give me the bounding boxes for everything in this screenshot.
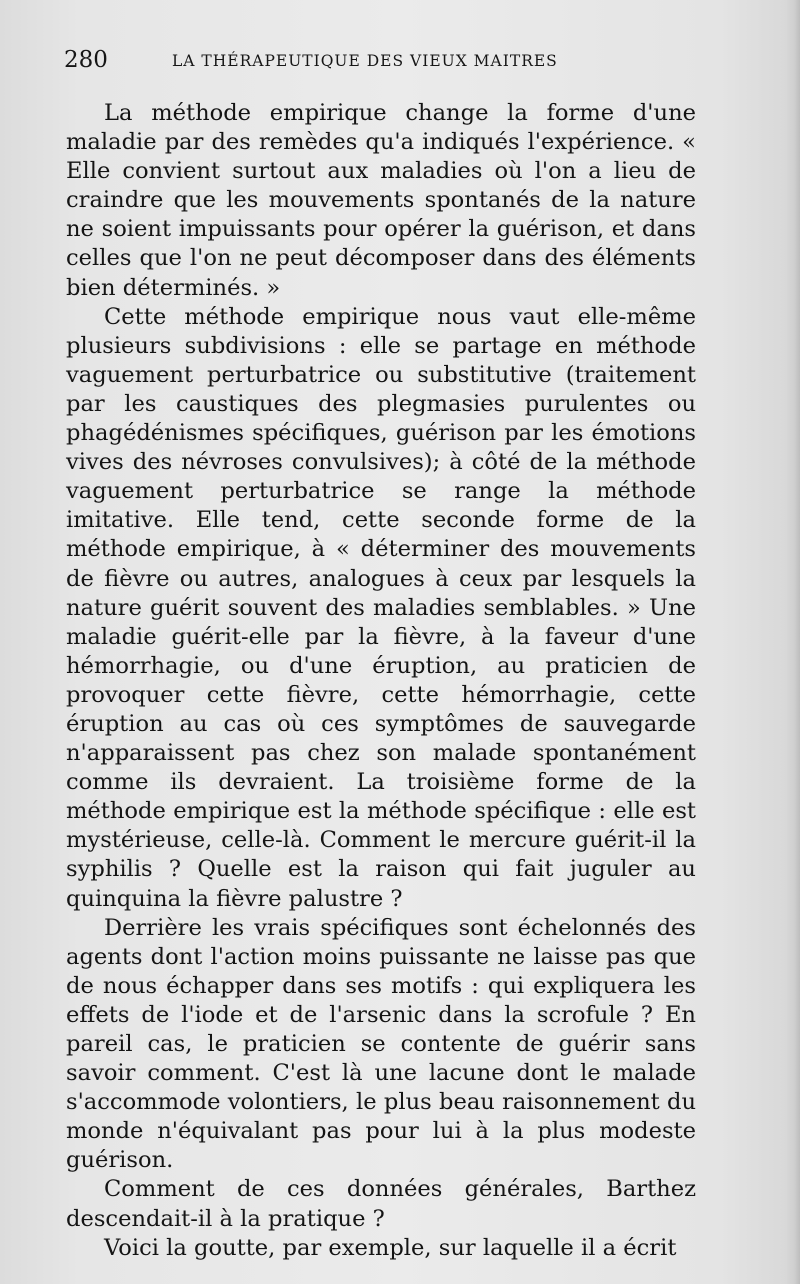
body-text bbox=[66, 99, 696, 1263]
paragraph: Comment de ces données générales, Barthez descendait-il à la pratique ? bbox=[66, 1176, 696, 1232]
running-title: LA THÉRAPEUTIQUE DES VIEUX MAITRES bbox=[172, 52, 558, 70]
page-header bbox=[64, 44, 704, 76]
page-number: 280 bbox=[64, 47, 108, 73]
paragraph: Derrière les vrais spécifiques sont échelonnés des agents dont l'action moins puissante ne laisse pas que de nous échapper dans ses motifs : qui expliquera les effets de l'iode et de l'arsenic dans la scrofule ? En pareil cas, le praticien se contente de guérir sans savoir comment. C'est là une lacune dont le malade s'accommode volontiers, le plus beau raisonnement du monde n'équivalant pas pour lui à la plus modeste guérison. bbox=[66, 914, 696, 1174]
paragraph: La méthode empirique change la forme d'une maladie par des remèdes qu'a indiqués l'expérience. « Elle convient surtout aux maladies où l'on a lieu de craindre que les mouvements spontanés de la nature ne soient impuissants pour opérer la guérison, et dans celles que l'on ne peut décomposer dans des éléments bien déterminés. » bbox=[66, 100, 696, 301]
paragraph: Cette méthode empirique nous vaut elle-même plusieurs subdivisions : elle se partage en méthode vaguement perturbatrice ou substitutive (traitement par les caustiques des plegmasies purulentes ou phagédénismes spécifiques, guérison par les émotions vives des névroses convulsives); à côté de la méthode vaguement perturbatrice se range la méthode imitative. Elle tend, cette seconde forme de la méthode empirique, à « déterminer des mouvements de fièvre ou autres, analogues à ceux par lesquels la nature guérit souvent des maladies semblables. » Une maladie guérit-elle par la fièvre, à la faveur d'une hémorrhagie, ou d'une éruption, au praticien de provoquer cette fièvre, cette hémorrhagie, cette éruption au cas où ces symptômes de sauvegarde n'apparaissent pas chez son malade spontanément comme ils devraient. La troisième forme de la méthode empirique est la méthode spécifique : elle est mystérieuse, celle-là. Comment le mercure guérit-il la syphilis ? Quelle est la raison qui fait juguler au quinquina la fièvre palustre ? bbox=[66, 303, 696, 912]
paragraph: Voici la goutte, par exemple, sur laquelle il a écrit bbox=[104, 1234, 677, 1261]
page-edge-shadow bbox=[786, 0, 800, 1284]
